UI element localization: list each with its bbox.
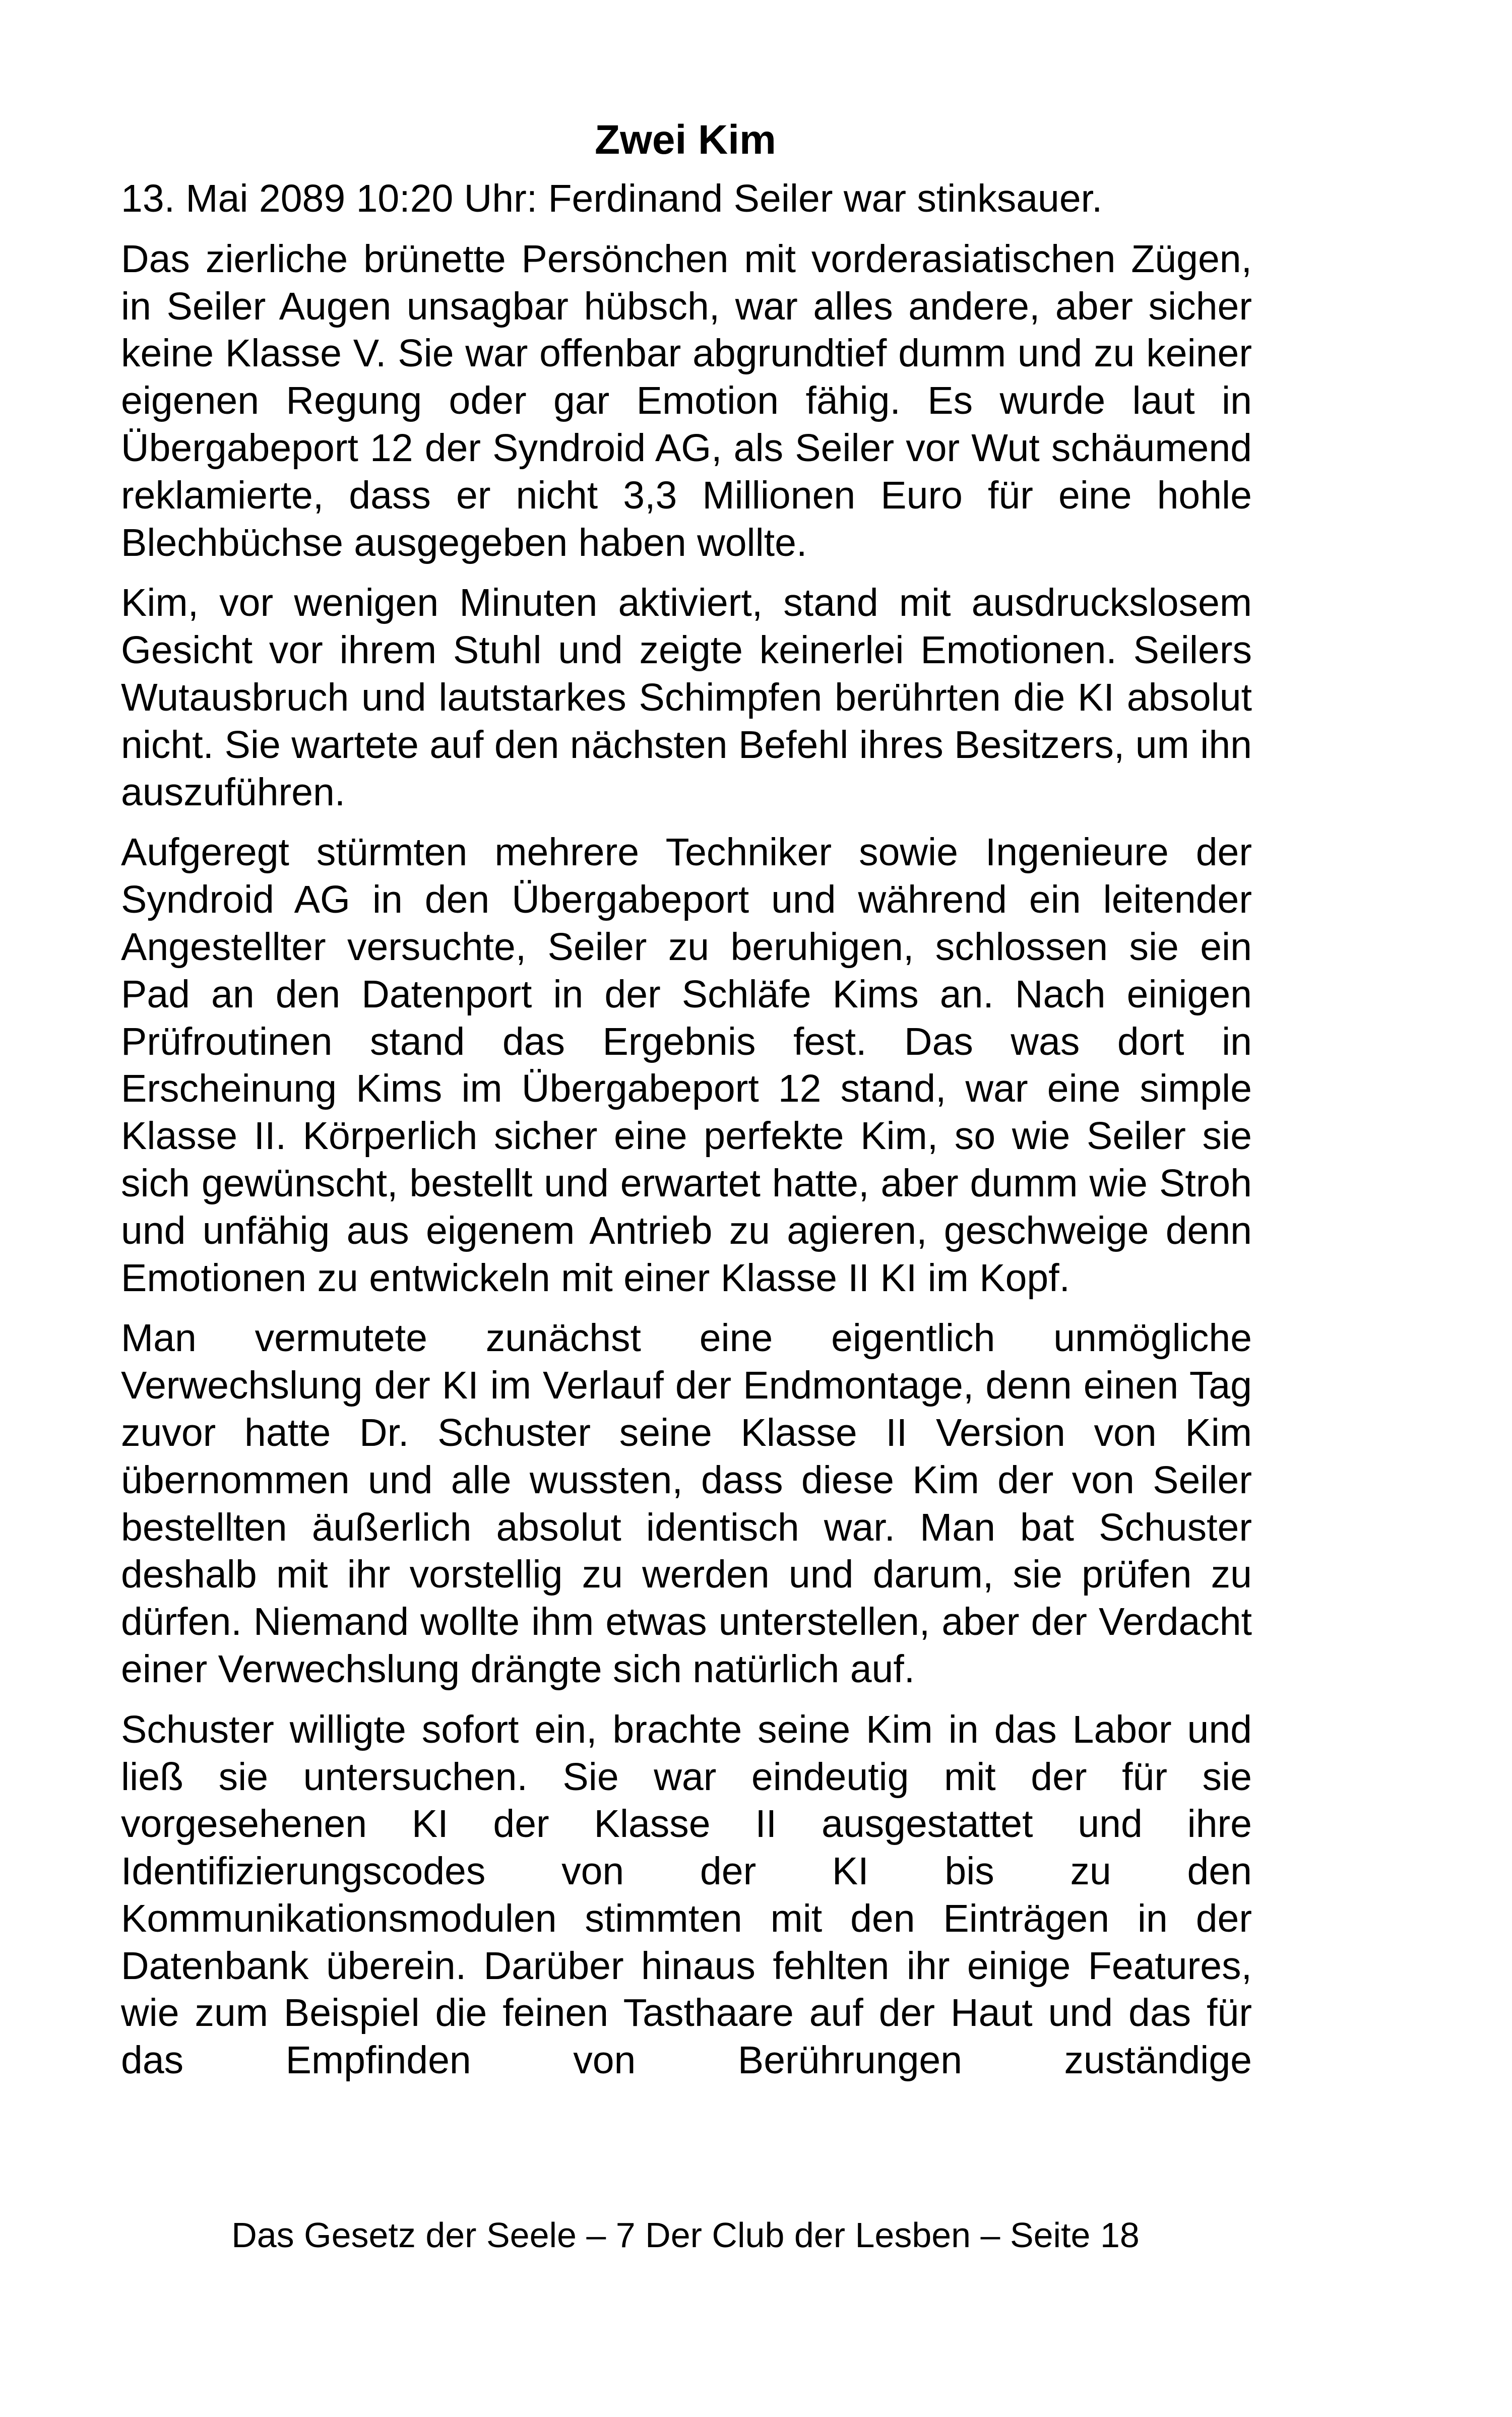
paragraph-2: Das zierliche brünette Persönchen mit vorderasiatischen Zügen, in Seiler Augen unsagbar hübsch, war alles andere, aber sicher keine Klasse V. Sie war offenbar abgrundtief dumm und zu keiner eigenen Regung oder gar Emotion fähig. Es wurde laut in Übergabeport 12 der Syndroid AG, als Seiler vor Wut schäumend reklamierte, dass er nicht 3,3 Millionen Euro für eine hohle Blechbüchse ausgegeben haben wollte. [121, 237, 1252, 564]
paragraph-5: Man vermutete zunächst eine eigentlich unmögliche Verwechslung der KI im Verlauf der Endmontage, denn einen Tag zuvor hatte Dr. Schuster seine Klasse II Version von Kim übernommen und alle wussten, dass diese Kim der von Seiler bestellten äußerlich absolut identisch war. Man bat Schuster deshalb mit ihr vorstellig zu werden und darum, sie prüfen zu dürfen. Niemand wollte ihm etwas unterstellen, aber der Verdacht einer Verwechslung drängte sich natürlich auf. [121, 1316, 1252, 1691]
paragraph-1: 13. Mai 2089 10:20 Uhr: Ferdinand Seiler war stinksauer. [121, 177, 1103, 220]
page-footer: Das Gesetz der Seele – 7 Der Club der Lesben – Seite 18 [231, 2215, 1140, 2255]
body-text [121, 175, 1252, 2097]
paragraph-3: Kim, vor wenigen Minuten aktiviert, stand mit ausdruckslosem Gesicht vor ihrem Stuhl und zeigte keinerlei Emotionen. Seilers Wutausbruch und lautstarkes Schimpfen berührten die KI absolut nicht. Sie wartete auf den nächsten Befehl ihres Besitzers, um ihn auszuführen. [121, 581, 1252, 814]
paragraph-6: Schuster willigte sofort ein, brachte seine Kim in das Labor und ließ sie untersuchen. Sie war eindeutig mit der für sie vorgesehenen KI der Klasse II ausgestattet und ihre Identifizierungscodes von der KI bis zu den Kommunikationsmodulen stimmten mit den Einträgen in der Datenbank überein. Darüber hinaus fehlten ihr einige Features, wie zum Beispiel die feinen Tasthaare auf der Haut und das für das Empfinden von Berührungen zuständige [121, 1707, 1252, 2082]
paragraph-4: Aufgeregt stürmten mehrere Techniker sowie Ingenieure der Syndroid AG in den Übergabeport und während ein leitender Angestellter versuchte, Seiler zu beruhigen, schlossen sie ein Pad an den Datenport in der Schläfe Kims an. Nach einigen Prüfroutinen stand das Ergebnis fest. Das was dort in Erscheinung Kims im Übergabeport 12 stand, war eine simple Klasse II. Körperlich sicher eine perfekte Kim, so wie Seiler sie sich gewünscht, bestellt und erwartet hatte, aber dumm wie Stroh und unfähig aus eigenem Antrieb zu agieren, geschweige denn Emotionen zu entwickeln mit einer Klasse II KI im Kopf. [121, 831, 1252, 1300]
chapter-title: Zwei Kim [595, 117, 776, 163]
